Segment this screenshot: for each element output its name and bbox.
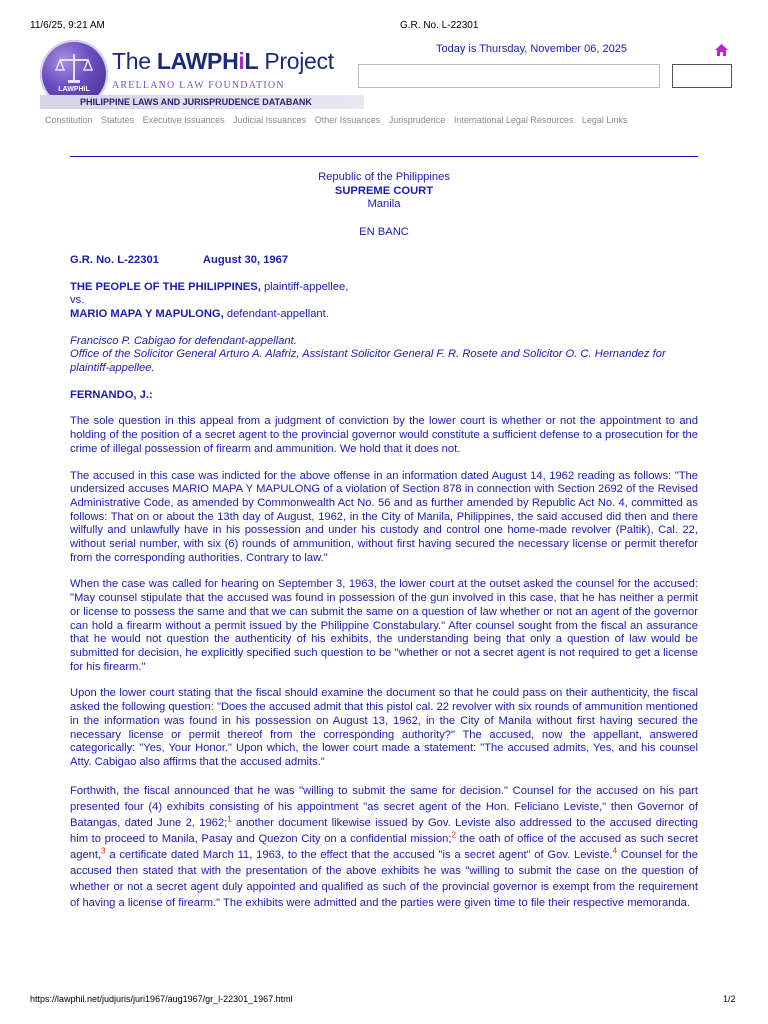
plaintiff: THE PEOPLE OF THE PHILIPPINES, <box>70 280 261 293</box>
paragraph-1: The sole question in this appeal from a judgment of conviction by the lower court is whether or not the appointment to and holding of the position of a secret agent to the provincial governor would constitute a sufficient defense to a prosecution for the crime of illegal possession of firearm and ammunition. We hold that it does not. <box>70 415 698 455</box>
paragraph-3: When the case was called for hearing on September 3, 1963, the lower court at the outset asked the counsel for the accused: "May counsel stipulate that the accused was found in possession of the gun involved in this case, that he has neither a permit or license to possess the same and that we can submit the same on a question of law whether or not an agent of the governor can hold a firearm without a permit issued by the Philippine Constabulary." After counsel sought from the fiscal an assurance that he would not question the authenticity of his exhibits, the understanding being that only a question of law would be submitted for decision, he explicitly specified such question to be "whether or not a secret agent is not required to get a license for his firearm." <box>70 578 698 673</box>
court-name: SUPREME COURT <box>334 184 434 197</box>
parties: THE PEOPLE OF THE PHILIPPINES, plaintiff-appellee, vs. MARIO MAPA Y MAPULONG, defendant-appellant. <box>70 281 698 322</box>
nav-legal-links[interactable]: Legal Links <box>581 115 628 125</box>
print-datetime: 11/6/25, 9:21 AM <box>30 20 105 31</box>
paragraph-2: The accused in this case was indicted for the above offense in an information dated August 14, 1962 reading as follows: "The undersized accuses MARIO MAPA Y MAPULONG of a violation of Section 878 in connection with Section 2692 of the Revised Administrative Code, as amended by Commonwealth Act No. 56 and as further amended by Republic Act No. 4, committed as follows: That on or about the 13th day of August, 1962, in the City of Manila, Philippines, the said accused did then and there wilfully and unlawfully have in his possession and under his custody and control one home-made revolver (Paltik), Cal. 22, without serial number, with six (6) rounds of ammunition, without first having secured the necessary license or permit therefor from the corresponding authorities. Contrary to law." <box>70 469 698 564</box>
gr-number: G.R. No. L-22301 <box>70 253 159 266</box>
nav-judicial-issuances[interactable]: Judicial Issuances <box>233 115 307 125</box>
decision-date: August 30, 1967 <box>202 253 289 266</box>
paragraph-5: Forthwith, the fiscal announced that he was "willing to submit the same for decision." Counsel for the accused on his part presented four (4) exhibits consisting of his appointment "as secret agent of the Hon. Feliciano Leviste," then Governor of Batangas, dated June 2, 1962;$^1$ another document likewise issued by Gov. Leviste also addressed to the accused directing him to proceed to Manila, Pasay and Quezon City on a confidential mission;$^2$ the oath of office of the accused as such secret agent,$^3$ a certificate dated March 11, 1963, to the effect that the accused "is a secret agent" of Gov. Leviste.$^4$ Counsel for the accused then stated that with the presentation of the above exhibits he was "willing to submit the case on the question of whether or not a secret agent duly appointed and qualified as such of the provincial governor is exempt from the requirement of having a license of firearm." The exhibits were admitted and the parties were given time to file their respective memoranda. <box>70 784 698 909</box>
print-page: 1/2 <box>723 994 736 1004</box>
court-city: Manila <box>367 198 401 211</box>
print-doc-title: G.R. No. L-22301 <box>400 20 479 31</box>
nav-international-legal-resources[interactable]: International Legal Resources <box>453 115 574 125</box>
defendant: MARIO MAPA Y MAPULONG, <box>70 307 224 320</box>
nav-statutes[interactable]: Statutes <box>101 115 135 125</box>
seal-label: LAWPHiL <box>58 86 90 93</box>
footnote-2-link[interactable]: 2 <box>451 829 456 839</box>
search-input[interactable] <box>358 64 660 88</box>
nav-jurisprudence[interactable]: Jurisprudence <box>388 115 446 125</box>
foundation-name: ARELLANO LAW FOUNDATION <box>112 80 285 91</box>
brand-title: The LAWPHiL Project <box>112 48 334 74</box>
versus: vs. <box>70 294 85 307</box>
footnote-3-link[interactable]: 3 <box>101 845 106 855</box>
paragraph-4: Upon the lower court stating that the fiscal should examine the document so that he could pass on their authenticity, the fiscal asked the following question: "Does the accused admit that this pistol cal. 22 revolver with six rounds of ammunition mentioned in the information was found in his possession on August 13, 1962, in the City of Manila without first having secured the necessary license or permit thereof from the corresponding authority?" The accused, now the appellant, answered categorically: "Yes, Your Honor." Upon which, the lower court made a statement: "The accused admits, Yes, and his counsel Atty. Cabigao also affirms that the accused admits." <box>70 687 698 768</box>
home-icon[interactable] <box>714 43 729 58</box>
case-document <box>70 171 698 911</box>
databank-banner: PHILIPPINE LAWS AND JURISPRUDENCE DATABANK <box>40 95 364 109</box>
footnote-4-link[interactable]: 4 <box>612 845 617 855</box>
case-number-line <box>70 254 698 268</box>
site-logo[interactable] <box>40 40 360 110</box>
footnote-1-link[interactable]: 1 <box>227 813 232 823</box>
division: EN BANC <box>359 226 409 239</box>
ponente: FERNANDO, J.: <box>70 388 153 401</box>
top-nav <box>45 115 633 125</box>
today-date: Today is Thursday, November 06, 2025 <box>436 43 627 55</box>
nav-constitution[interactable]: Constitution <box>45 115 93 125</box>
republic-line: Republic of the Philippines <box>318 171 450 183</box>
counsel: Francisco P. Cabigao for defendant-appellant. Office of the Solicitor General Arturo A. Alafriz, Assistant Solicitor General F. R. Rosete and Solicitor O. C. Hernandez for plaintiff-appellee. <box>70 334 666 375</box>
header-divider <box>70 156 698 157</box>
nav-other-issuances[interactable]: Other Issuances <box>314 115 381 125</box>
search-button[interactable] <box>672 64 732 88</box>
print-url: https://lawphil.net/judjuris/juri1967/aug1967/gr_l-22301_1967.html <box>30 994 293 1004</box>
nav-executive-issuances[interactable]: Executive Issuances <box>142 115 225 125</box>
